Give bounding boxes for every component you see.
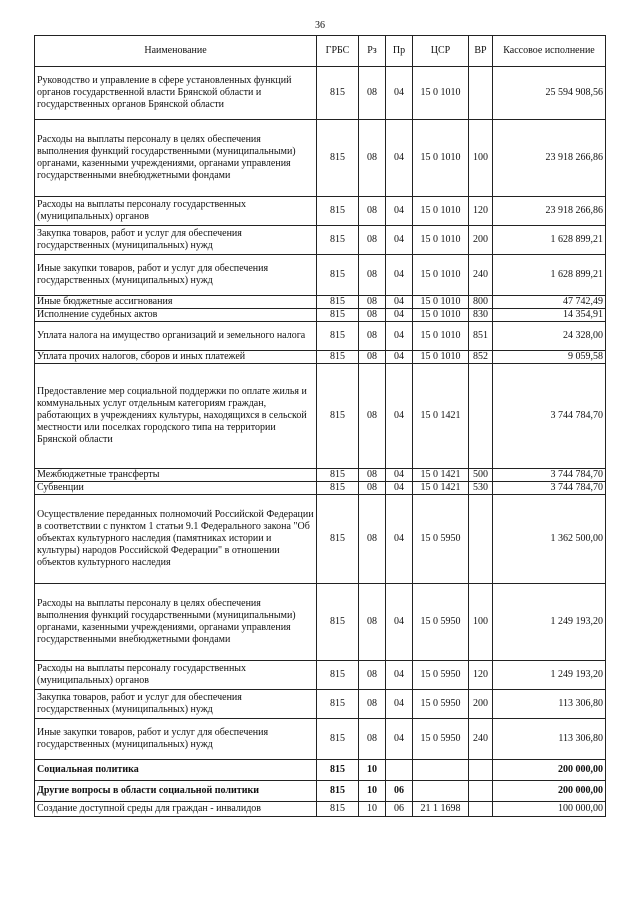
- cell-grbs: 815: [317, 781, 359, 802]
- cell-csr: 15 0 5950: [413, 584, 469, 661]
- cell-vr: [469, 781, 493, 802]
- cell-rz: 08: [359, 226, 386, 255]
- cell-vr: 851: [469, 322, 493, 351]
- table-row: [35, 781, 606, 802]
- cell-vr: 100: [469, 120, 493, 197]
- cell-name: Закупка товаров, работ и услуг для обеспечения государственных (муниципальных) нужд: [35, 226, 317, 255]
- table-row: [35, 322, 606, 351]
- cell-amount: 1 249 193,20: [493, 661, 606, 690]
- cell-csr: 15 0 5950: [413, 690, 469, 719]
- cell-amount: 200 000,00: [493, 760, 606, 781]
- cell-name: Другие вопросы в области социальной политики: [35, 781, 317, 802]
- cell-vr: 530: [469, 482, 493, 495]
- cell-name: Межбюджетные трансферты: [35, 469, 317, 482]
- cell-name: Исполнение судебных актов: [35, 309, 317, 322]
- cell-csr: 15 0 1010: [413, 255, 469, 296]
- header-vr: ВР: [469, 36, 493, 67]
- cell-csr: 15 0 1010: [413, 309, 469, 322]
- header-grbs: ГРБС: [317, 36, 359, 67]
- cell-pr: 04: [386, 309, 413, 322]
- table-row: [35, 309, 606, 322]
- cell-rz: 10: [359, 781, 386, 802]
- cell-rz: 08: [359, 296, 386, 309]
- cell-grbs: 815: [317, 364, 359, 469]
- cell-pr: 04: [386, 584, 413, 661]
- cell-vr: 200: [469, 690, 493, 719]
- cell-name: Руководство и управление в сфере установленных функций органов государственной власти Брянской области и государственных органов Брянской области: [35, 67, 317, 120]
- cell-pr: 04: [386, 482, 413, 495]
- cell-grbs: 815: [317, 255, 359, 296]
- cell-vr: 852: [469, 351, 493, 364]
- cell-csr: 15 0 1010: [413, 296, 469, 309]
- header-amount: Кассовое исполнение: [493, 36, 606, 67]
- header-pr: Пр: [386, 36, 413, 67]
- cell-grbs: 815: [317, 309, 359, 322]
- cell-grbs: 815: [317, 661, 359, 690]
- cell-vr: 200: [469, 226, 493, 255]
- cell-pr: 06: [386, 781, 413, 802]
- cell-vr: [469, 364, 493, 469]
- cell-vr: 800: [469, 296, 493, 309]
- cell-vr: [469, 802, 493, 817]
- cell-vr: 500: [469, 469, 493, 482]
- cell-csr: 15 0 1010: [413, 67, 469, 120]
- cell-grbs: 815: [317, 226, 359, 255]
- cell-pr: 04: [386, 351, 413, 364]
- cell-amount: 9 059,58: [493, 351, 606, 364]
- cell-amount: 14 354,91: [493, 309, 606, 322]
- cell-csr: 15 0 5950: [413, 661, 469, 690]
- cell-pr: 04: [386, 469, 413, 482]
- cell-vr: [469, 67, 493, 120]
- cell-name: Создание доступной среды для граждан - инвалидов: [35, 802, 317, 817]
- cell-pr: 04: [386, 661, 413, 690]
- cell-amount: 47 742,49: [493, 296, 606, 309]
- table-row: [35, 760, 606, 781]
- table-row: [35, 719, 606, 760]
- table-row: [35, 661, 606, 690]
- cell-name: Субвенции: [35, 482, 317, 495]
- cell-pr: 04: [386, 67, 413, 120]
- cell-rz: 08: [359, 661, 386, 690]
- cell-grbs: 815: [317, 690, 359, 719]
- cell-amount: 23 918 266,86: [493, 197, 606, 226]
- cell-grbs: 815: [317, 719, 359, 760]
- cell-name: Расходы на выплаты персоналу государственных (муниципальных) органов: [35, 661, 317, 690]
- cell-csr: 15 0 5950: [413, 719, 469, 760]
- cell-vr: 240: [469, 255, 493, 296]
- cell-rz: 08: [359, 67, 386, 120]
- table-row: [35, 495, 606, 584]
- cell-grbs: 815: [317, 469, 359, 482]
- cell-rz: 10: [359, 802, 386, 817]
- cell-csr: 15 0 1421: [413, 469, 469, 482]
- table-row: [35, 802, 606, 817]
- cell-name: Иные бюджетные ассигнования: [35, 296, 317, 309]
- cell-name: Уплата прочих налогов, сборов и иных платежей: [35, 351, 317, 364]
- cell-name: Иные закупки товаров, работ и услуг для обеспечения государственных (муниципальных) нужд: [35, 255, 317, 296]
- table-header-row: [35, 36, 606, 67]
- cell-name: Социальная политика: [35, 760, 317, 781]
- page-number: 36: [315, 20, 325, 31]
- cell-rz: 08: [359, 255, 386, 296]
- cell-grbs: 815: [317, 197, 359, 226]
- cell-name: Закупка товаров, работ и услуг для обеспечения государственных (муниципальных) нужд: [35, 690, 317, 719]
- cell-amount: 3 744 784,70: [493, 469, 606, 482]
- cell-grbs: 815: [317, 482, 359, 495]
- cell-csr: [413, 760, 469, 781]
- cell-vr: 830: [469, 309, 493, 322]
- cell-pr: 04: [386, 322, 413, 351]
- cell-amount: 25 594 908,56: [493, 67, 606, 120]
- cell-name: Расходы на выплаты персоналу в целях обеспечения выполнения функций государственными (муниципальными) органами, казенными учреждениями, органами управления государственными внебюджетными фондами: [35, 584, 317, 661]
- cell-amount: 113 306,80: [493, 690, 606, 719]
- cell-grbs: 815: [317, 322, 359, 351]
- cell-vr: 120: [469, 661, 493, 690]
- cell-vr: 240: [469, 719, 493, 760]
- cell-csr: 15 0 1421: [413, 482, 469, 495]
- header-csr: ЦСР: [413, 36, 469, 67]
- cell-rz: 08: [359, 309, 386, 322]
- cell-amount: 200 000,00: [493, 781, 606, 802]
- cell-vr: 120: [469, 197, 493, 226]
- cell-name: Расходы на выплаты персоналу в целях обеспечения выполнения функций государственными (муниципальными) органами, казенными учреждениями, органами управления государственными внебюджетными фондами: [35, 120, 317, 197]
- cell-vr: 100: [469, 584, 493, 661]
- cell-pr: 04: [386, 364, 413, 469]
- cell-amount: 3 744 784,70: [493, 364, 606, 469]
- cell-pr: 04: [386, 120, 413, 197]
- cell-csr: 15 0 1010: [413, 351, 469, 364]
- cell-grbs: 815: [317, 760, 359, 781]
- cell-rz: 08: [359, 364, 386, 469]
- cell-amount: 1 628 899,21: [493, 255, 606, 296]
- cell-amount: 1 249 193,20: [493, 584, 606, 661]
- header-rz: Рз: [359, 36, 386, 67]
- cell-csr: 15 0 1010: [413, 197, 469, 226]
- cell-grbs: 815: [317, 120, 359, 197]
- cell-amount: 1 362 500,00: [493, 495, 606, 584]
- cell-rz: 08: [359, 584, 386, 661]
- table-row: [35, 364, 606, 469]
- table-row: [35, 482, 606, 495]
- cell-vr: [469, 760, 493, 781]
- cell-rz: 08: [359, 351, 386, 364]
- table-body: [35, 67, 606, 817]
- cell-csr: 15 0 1010: [413, 120, 469, 197]
- cell-grbs: 815: [317, 495, 359, 584]
- cell-csr: [413, 781, 469, 802]
- cell-rz: 08: [359, 469, 386, 482]
- cell-name: Осуществление переданных полномочий Российской Федерации в соответствии с пунктом 1 статьи 9.1 Федерального закона "Об объектах культурного наследия (памятниках истории и культуры) народов Российской Федерации" в отношении объектов культурного наследия: [35, 495, 317, 584]
- header-name: Наименование: [35, 36, 317, 67]
- cell-csr: 21 1 1698: [413, 802, 469, 817]
- cell-rz: 08: [359, 719, 386, 760]
- cell-csr: 15 0 5950: [413, 495, 469, 584]
- table-row: [35, 197, 606, 226]
- cell-pr: 04: [386, 690, 413, 719]
- table-row: [35, 226, 606, 255]
- cell-amount: 24 328,00: [493, 322, 606, 351]
- cell-amount: 23 918 266,86: [493, 120, 606, 197]
- cell-amount: 113 306,80: [493, 719, 606, 760]
- cell-rz: 08: [359, 690, 386, 719]
- cell-amount: 100 000,00: [493, 802, 606, 817]
- cell-pr: 04: [386, 255, 413, 296]
- cell-amount: 1 628 899,21: [493, 226, 606, 255]
- cell-grbs: 815: [317, 67, 359, 120]
- budget-execution-table: [34, 35, 606, 817]
- cell-pr: 04: [386, 719, 413, 760]
- cell-rz: 08: [359, 322, 386, 351]
- cell-rz: 08: [359, 197, 386, 226]
- cell-rz: 08: [359, 482, 386, 495]
- cell-pr: 04: [386, 197, 413, 226]
- cell-rz: 10: [359, 760, 386, 781]
- cell-csr: 15 0 1421: [413, 364, 469, 469]
- cell-name: Иные закупки товаров, работ и услуг для обеспечения государственных (муниципальных) нужд: [35, 719, 317, 760]
- cell-pr: 04: [386, 226, 413, 255]
- table-row: [35, 255, 606, 296]
- table-row: [35, 469, 606, 482]
- cell-name: Уплата налога на имущество организаций и земельного налога: [35, 322, 317, 351]
- cell-grbs: 815: [317, 584, 359, 661]
- cell-rz: 08: [359, 495, 386, 584]
- cell-grbs: 815: [317, 296, 359, 309]
- table-row: [35, 690, 606, 719]
- cell-pr: 04: [386, 495, 413, 584]
- cell-pr: 04: [386, 296, 413, 309]
- cell-grbs: 815: [317, 351, 359, 364]
- cell-rz: 08: [359, 120, 386, 197]
- cell-csr: 15 0 1010: [413, 322, 469, 351]
- cell-name: Расходы на выплаты персоналу государственных (муниципальных) органов: [35, 197, 317, 226]
- cell-name: Предоставление мер социальной поддержки по оплате жилья и коммунальных услуг отдельным категориям граждан, работающих в учреждениях культуры, находящихся в сельской местности или поселках городского типа на территории Брянской области: [35, 364, 317, 469]
- cell-grbs: 815: [317, 802, 359, 817]
- table-row: [35, 584, 606, 661]
- table-row: [35, 296, 606, 309]
- cell-vr: [469, 495, 493, 584]
- cell-pr: [386, 760, 413, 781]
- cell-amount: 3 744 784,70: [493, 482, 606, 495]
- table-row: [35, 67, 606, 120]
- table-row: [35, 120, 606, 197]
- cell-csr: 15 0 1010: [413, 226, 469, 255]
- cell-pr: 06: [386, 802, 413, 817]
- table-row: [35, 351, 606, 364]
